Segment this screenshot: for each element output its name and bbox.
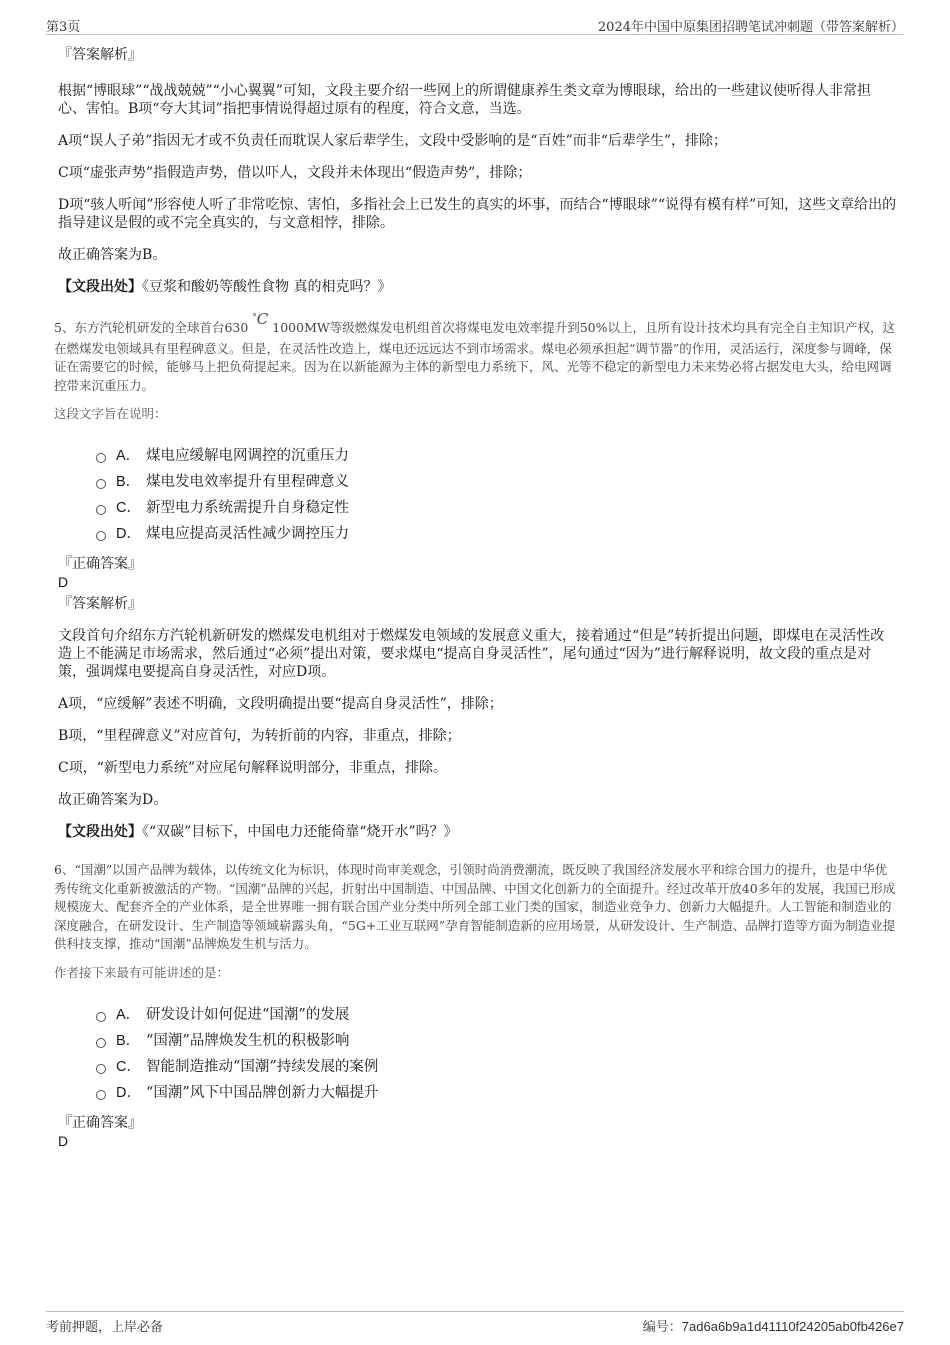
question-5-option-c[interactable]: [96, 495, 898, 521]
option-text: “国潮”风下中国品牌创新力大幅提升: [146, 1084, 379, 1101]
radio-icon[interactable]: [96, 479, 106, 489]
question-6-option-d[interactable]: [96, 1080, 898, 1106]
radio-icon[interactable]: [96, 1064, 106, 1074]
option-letter: C．: [116, 500, 141, 516]
source-label: 【文段出处】: [58, 279, 142, 295]
celsius-symbol: [252, 310, 268, 328]
radio-icon[interactable]: [96, 531, 106, 541]
page-footer: [46, 1311, 904, 1336]
question-5-prompt: 这段文字旨在说明：: [54, 406, 167, 421]
source-line: [58, 823, 898, 841]
analysis-paragraph: 文段首句介绍东方汽轮机新研发的燃煤发电机组对于燃煤发电领域的发展意义重大，接着通过“但是”转折提出问题，即煤电在灵活性改造上不能满足市场需求，然后通过“必须”提出对策，要求煤电“提高自身灵活性”，尾句通过“因为”进行解释说明，故文段的重点是对策，强调煤电要提高自身灵活性，对应D项。: [58, 628, 885, 680]
page-number: 第3页: [46, 20, 81, 35]
option-text: 煤电应提高灵活性减少调控压力: [146, 526, 349, 542]
analysis-option-a: A项，“应缓解”表述不明确，文段明确提出要“提高自身灵活性”，排除；: [58, 696, 503, 712]
question-6-option-c[interactable]: [96, 1054, 898, 1080]
document-code: [643, 1316, 904, 1335]
question-6-option-b[interactable]: [96, 1028, 898, 1054]
question-5-text-rest: 1000MW等级燃煤发电机组首次将煤电发电效率提升到50%以上，且所有设计技术均具有完全自主知识产权，这在燃煤发电领域具有里程碑意义。但是，在灵活性改造上，煤电还远远达不到市场需求。煤电必须承担起“调节器”的作用，灵活运行，深度参与调峰，保证在需要它的时候，能够马上把负荷提起来。因为在以新能源为主体的新型电力系统下，风、光等不稳定的新型电力未来势必将占据发电大头，给电网调控带来沉重压力。: [54, 320, 896, 393]
code-label: 编号：: [642, 1319, 682, 1334]
option-text: 煤电发电效率提升有里程碑意义: [146, 474, 349, 490]
question-5-option-a[interactable]: [96, 443, 898, 469]
option-text: 煤电应缓解电网调控的沉重压力: [146, 448, 349, 464]
conclusion: 故正确答案为B。: [58, 247, 167, 263]
option-letter: B．: [116, 474, 141, 490]
question-5-options: [96, 443, 898, 547]
celsius-letter: C: [256, 310, 269, 328]
conclusion: 故正确答案为D。: [58, 792, 168, 808]
document-title: 2024年中国中原集团招聘笔试冲刺题（带答案解析）: [597, 20, 904, 35]
page-header: [46, 14, 904, 35]
analysis-paragraph: 根据“博眼球”“战战兢兢”“小心翼翼”可知，文段主要介绍一些网上的所谓健康养生类文章为博眼球，给出的一些建议使听得人非常担心、害怕。B项“夸大其词”指把事情说得超过原有的程度，符合文意，当选。: [58, 83, 871, 117]
radio-icon[interactable]: [96, 1038, 106, 1048]
option-letter: D．: [116, 526, 141, 542]
source-label: 【文段出处】: [58, 824, 142, 840]
code-value: 7ad6a6b9a1d41110f24205ab0fb426e7: [681, 1319, 904, 1334]
correct-answer: D: [58, 574, 69, 590]
footer-slogan: 考前押题，上岸必备: [46, 1320, 164, 1335]
option-letter: C．: [116, 1058, 141, 1075]
option-letter: B．: [116, 1032, 141, 1049]
question-6-option-a[interactable]: [96, 1002, 898, 1028]
radio-icon[interactable]: [96, 1090, 106, 1100]
source-line: [58, 278, 898, 296]
option-text: 新型电力系统需提升自身稳定性: [146, 500, 349, 516]
analysis-label: 『答案解析』: [58, 596, 142, 612]
option-letter: A．: [116, 448, 141, 464]
radio-icon[interactable]: [96, 453, 106, 463]
radio-icon[interactable]: [96, 505, 106, 515]
analysis-option-c: C项“虚张声势”指假造声势，借以吓人，文段并未体现出“假造声势”，排除；: [58, 165, 532, 181]
option-letter: D．: [116, 1084, 141, 1101]
question-5-text: [54, 310, 898, 395]
question-6-prompt: 作者接下来最有可能讲述的是：: [54, 964, 230, 980]
question-6-text: 6、“国潮”以国产品牌为载体，以传统文化为标识，体现时尚审美观念，引领时尚消费潮流，既反映了我国经济发展水平和综合国力的提升，也是中华优秀传统文化重新被激活的产物。“国潮”品牌的兴起，折射出中国制造、中国品牌、中国文化创新力的全面提升。经过改革开放40多年的发展，我国已形成规模庞大、配套齐全的产业体系，是全世界唯一拥有联合国产业分类中所列全部工业门类的国家，制造业竞争力、创新力大幅提升。人工智能和制造业的深度融合，在研发设计、生产制造等领域崭露头角，“5G+工业互联网”孕育智能制造新的应用场景，从研发设计、生产制造、品牌打造等方面为制造业提供科技支撑，推动“国潮”品牌焕发生机与活力。: [54, 862, 896, 951]
question-5-text-start: 5、东方汽轮机研发的全球首台630: [54, 320, 249, 335]
page-content: [54, 46, 898, 1154]
option-letter: A．: [116, 1006, 141, 1023]
correct-answer-label: 『正确答案』: [58, 1114, 142, 1131]
radio-icon[interactable]: [96, 1012, 106, 1022]
analysis-option-c: C项，“新型电力系统”对应尾句解释说明部分，非重点，排除。: [58, 760, 448, 776]
question-6-options: [96, 1002, 898, 1106]
analysis-label: 『答案解析』: [58, 47, 142, 63]
question-5-option-b[interactable]: [96, 469, 898, 495]
option-text: “国潮”品牌焕发生机的积极影响: [146, 1032, 350, 1049]
analysis-option-d: D项“骇人听闻”形容使人听了非常吃惊、害怕，多指社会上已发生的真实的坏事，而结合“博眼球”“说得有模有样”可知，这些文章给出的指导建议是假的或不完全真实的，与文意相悖，排除。: [58, 197, 897, 231]
option-text: 研发设计如何促进“国潮”的发展: [146, 1006, 350, 1023]
correct-answer-label: 『正确答案』: [58, 556, 142, 572]
analysis-option-b: B项，“里程碑意义”对应首句，为转折前的内容，非重点，排除；: [58, 728, 461, 744]
question-5-option-d[interactable]: [96, 521, 898, 547]
option-text: 智能制造推动“国潮”持续发展的案例: [146, 1058, 379, 1075]
source-title: 《“双碳”目标下，中国电力还能倚靠“烧开水”吗？》: [142, 824, 458, 840]
source-title: 《豆浆和酸奶等酸性食物 真的相克吗？》: [142, 279, 392, 295]
correct-answer: D: [58, 1132, 69, 1149]
degree-sign: °: [252, 313, 257, 323]
analysis-option-a: A项“误人子弟”指因无才或不负责任而耽误人家后辈学生，文段中受影响的是“百姓”而非“后辈学生”，排除；: [58, 133, 728, 149]
